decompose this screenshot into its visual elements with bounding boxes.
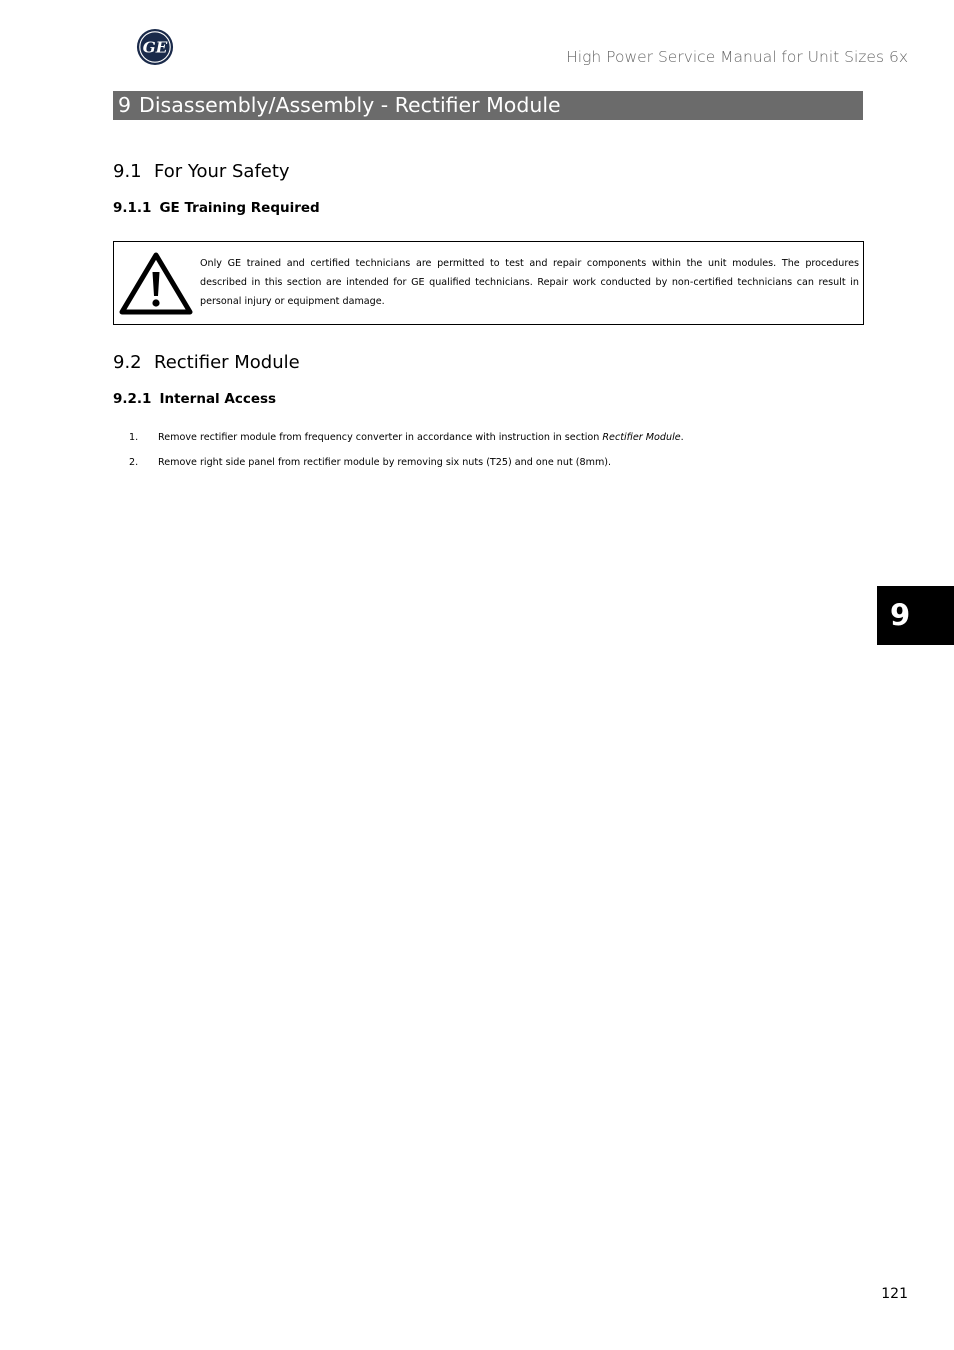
subsection-heading-internal-access: [113, 391, 276, 407]
chapter-tab: 9: [877, 586, 954, 645]
step-text: Remove right side panel from rectifier module by removing six nuts (T25) and one nut (8mm).: [158, 457, 612, 468]
ge-logo-icon: [136, 28, 174, 66]
section-number: 9.2: [113, 352, 142, 373]
warning-text: Only GE trained and certified technicians are permitted to test and repair components within the unit modules. The procedures described in this section are intended for GE qualified technicians. Repair work conducted by non-certified technicians can result in personal injury or equipment damage.: [200, 258, 859, 307]
chapter-heading: [113, 91, 863, 120]
chapter-number: 9: [118, 93, 132, 117]
section-heading-rectifier: [113, 352, 300, 373]
subsection-title: GE Training Required: [159, 200, 320, 216]
section-title: Rectifier Module: [154, 352, 300, 373]
warning-triangle-icon: [118, 250, 194, 316]
procedure-steps: [113, 431, 853, 481]
section-number: 9.1: [113, 161, 142, 182]
manual-title: High Power Service Manual for Unit Sizes 6x: [566, 48, 908, 66]
subsection-heading-training: [113, 200, 320, 216]
step-number: 2.: [129, 457, 139, 468]
list-item: [113, 456, 853, 470]
svg-text:GE: GE: [142, 38, 168, 57]
section-heading-safety: [113, 161, 290, 182]
subsection-number: 9.1.1: [113, 200, 152, 216]
step-number: 1.: [129, 432, 139, 443]
step-emphasis: Rectifier Module: [602, 432, 681, 443]
section-title: For Your Safety: [154, 161, 290, 182]
list-item: [113, 431, 853, 445]
step-text: Remove rectifier module from frequency converter in accordance with instruction in section: [158, 432, 603, 443]
warning-box: [113, 241, 864, 325]
step-text-end: .: [680, 432, 684, 443]
page-number: 121: [881, 1286, 908, 1302]
subsection-title: Internal Access: [159, 391, 277, 407]
subsection-number: 9.2.1: [113, 391, 152, 407]
chapter-title: Disassembly/Assembly - Rectifier Module: [139, 93, 561, 117]
